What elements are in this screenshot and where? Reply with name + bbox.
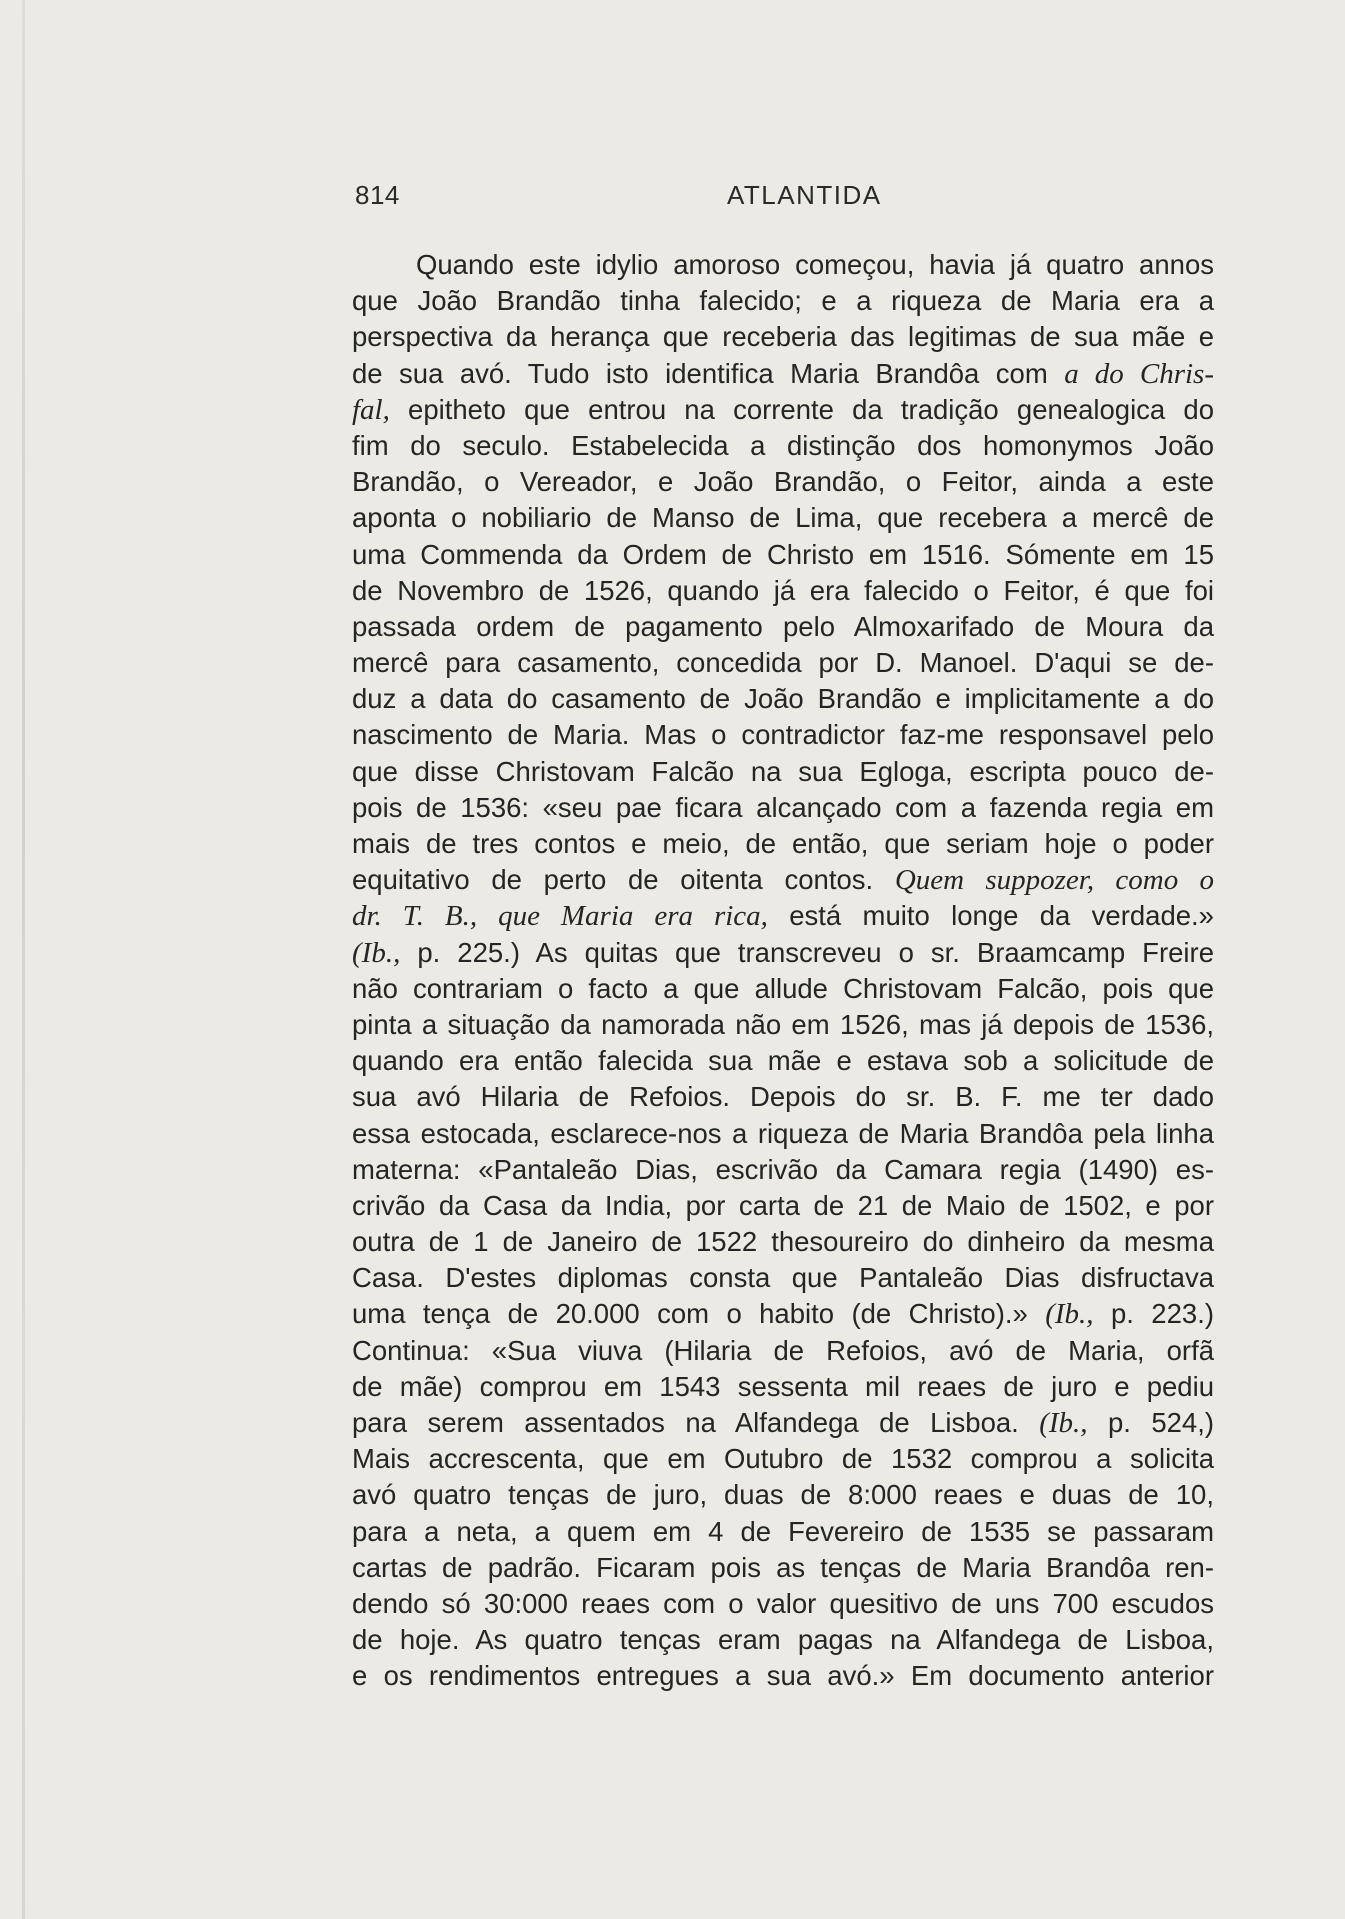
text-line (352, 1224, 1214, 1260)
text-segment: nascimento de Maria. Mas o contradictor faz-me responsavel pelo (352, 719, 1214, 751)
text-segment: outra de 1 de Janeiro de 1522 thesoureiro do dinheiro da mesma (352, 1226, 1214, 1258)
text-line (352, 1622, 1214, 1658)
text-line (352, 935, 1214, 971)
text-line (352, 1405, 1214, 1441)
italic-text: Quem suppozer, como o (894, 864, 1214, 897)
text-line (352, 319, 1214, 355)
text-segment: perspectiva da herança que receberia das legitimas de sua mãe e (352, 321, 1214, 353)
text-segment: p. 524,) (1087, 1407, 1214, 1438)
text-line (352, 1441, 1214, 1477)
text-line (352, 609, 1214, 645)
text-line (352, 1369, 1214, 1405)
running-title: ATLANTIDA (727, 180, 882, 210)
text-line (352, 1188, 1214, 1224)
text-line (352, 1514, 1214, 1550)
text-segment: está muito longe da verdade.» (767, 900, 1214, 932)
text-segment: de Novembro de 1526, quando já era falecido o Feitor, é que foi (352, 574, 1214, 606)
page-number: 814 (355, 180, 400, 210)
text-line (352, 645, 1214, 681)
text-line (352, 500, 1214, 536)
text-segment: uma tença de 20.000 com o habito (de Christo).» (352, 1298, 1046, 1330)
text-line (352, 1586, 1214, 1622)
text-segment: que João Brandão tinha falecido; e a riqueza de Maria era a (352, 285, 1214, 317)
text-line (352, 971, 1214, 1007)
text-line (352, 247, 1214, 283)
body-text (352, 247, 1214, 1695)
text-segment: epitheto que entrou na corrente da tradição genealogica do (389, 393, 1214, 425)
text-line (352, 392, 1214, 428)
text-segment: Casa. D'estes diplomas consta que Pantaleão Dias disfructava (352, 1262, 1214, 1294)
text-segment: não contrariam o facto a que allude Christovam Falcão, pois que (352, 972, 1214, 1004)
italic-text: fal, (352, 393, 390, 426)
text-line (352, 1043, 1214, 1079)
italic-text: (Ib., (1045, 1298, 1094, 1331)
text-segment: para a neta, a quem em 4 de Fevereiro de 1535 se passaram (352, 1515, 1214, 1547)
text-line (352, 1477, 1214, 1513)
text-line (352, 862, 1214, 898)
text-line (352, 464, 1214, 500)
text-line (352, 898, 1214, 934)
text-line (352, 283, 1214, 319)
text-line (352, 717, 1214, 753)
text-line (352, 428, 1214, 464)
text-segment: pois de 1536: «seu pae ficara alcançado com a fazenda regia em (352, 791, 1214, 823)
text-segment: aponta o nobiliario de Manso de Lima, que recebera a mercê de (352, 502, 1214, 534)
text-line (352, 1658, 1214, 1694)
text-segment: uma Commenda da Ordem de Christo em 1516. Sómente em 15 (352, 538, 1214, 570)
text-segment: mais de tres contos e meio, de então, que seriam hoje o poder (352, 828, 1214, 859)
page-binding-edge (22, 0, 25, 1919)
text-segment: duz a data do casamento de João Brandão e implicitamente a do (352, 683, 1214, 715)
italic-text: dr. T. B., que Maria era rica, (352, 900, 768, 933)
text-segment: fim do seculo. Estabelecida a distinção dos homonymos João (352, 429, 1214, 461)
text-line (352, 1550, 1214, 1586)
text-line (352, 356, 1214, 392)
text-segment: Mais accrescenta, que em Outubro de 1532 comprou a solicita (352, 1443, 1214, 1475)
text-segment: e os rendimentos entregues a sua avó.» Em documento anterior (352, 1660, 1214, 1692)
text-segment: quando era então falecida sua mãe e estava sob a solicitude de (352, 1045, 1214, 1077)
page-header (355, 180, 1215, 220)
text-segment: mercê para casamento, concedida por D. Manoel. D'aqui se de- (352, 647, 1214, 679)
text-segment: p. 223.) (1093, 1298, 1214, 1330)
italic-text: (Ib., (352, 936, 401, 969)
text-line (352, 1260, 1214, 1296)
text-segment: avó quatro tenças de juro, duas de 8:000 reaes e duas de 10, (352, 1479, 1214, 1511)
text-segment: cartas de padrão. Ficaram pois as tenças de Maria Brandôa ren- (352, 1551, 1214, 1583)
text-segment: de mãe) comprou em 1543 sessenta mil reaes de juro e pediu (352, 1370, 1214, 1402)
text-line (352, 1079, 1214, 1115)
text-line (352, 790, 1214, 826)
text-line (352, 1007, 1214, 1043)
text-segment: essa estocada, esclarece-nos a riqueza de Maria Brandôa pela linha (352, 1117, 1214, 1149)
text-segment: Continua: «Sua viuva (Hilaria de Refoios, avó de Maria, orfã (352, 1334, 1214, 1366)
text-line (352, 826, 1214, 862)
text-line (352, 1116, 1214, 1152)
text-segment: que disse Christovam Falcão na sua Egloga, escripta pouco de- (352, 755, 1214, 787)
text-line (352, 537, 1214, 573)
text-segment: passada ordem de pagamento pelo Almoxarifado de Moura da (352, 610, 1214, 642)
text-segment: crivão da Casa da India, por carta de 21 de Maio de 1502, e por (352, 1189, 1214, 1221)
text-line (352, 1152, 1214, 1188)
italic-text: a do Chris- (1064, 357, 1214, 390)
italic-text: (Ib., (1039, 1407, 1088, 1439)
text-line (352, 754, 1214, 790)
text-line (352, 681, 1214, 717)
text-segment: Quando este idylio amoroso começou, havia já quatro annos (416, 249, 1214, 280)
text-segment: para serem assentados na Alfandega de Lisboa. (352, 1407, 1040, 1438)
text-line (352, 1333, 1214, 1369)
text-segment: equitativo de perto de oitenta contos. (352, 864, 895, 896)
text-segment: de sua avó. Tudo isto identifica Maria Brandôa com (352, 357, 1065, 389)
text-segment: Brandão, o Vereador, e João Brandão, o Feitor, ainda a este (352, 466, 1214, 498)
text-segment: de hoje. As quatro tenças eram pagas na Alfandega de Lisboa, (352, 1624, 1214, 1656)
text-segment: sua avó Hilaria de Refoios. Depois do sr. B. F. me ter dado (352, 1081, 1214, 1113)
text-segment: materna: «Pantaleão Dias, escrivão da Camara regia (1490) es- (352, 1153, 1214, 1185)
text-segment: dendo só 30:000 reaes com o valor quesitivo de uns 700 escudos (352, 1587, 1214, 1619)
text-segment: pinta a situação da namorada não em 1526, mas já depois de 1536, (352, 1008, 1214, 1040)
text-line (352, 1296, 1214, 1332)
text-segment: p. 225.) As quitas que transcreveu o sr. Braamcamp Freire (400, 936, 1214, 968)
text-line (352, 573, 1214, 609)
